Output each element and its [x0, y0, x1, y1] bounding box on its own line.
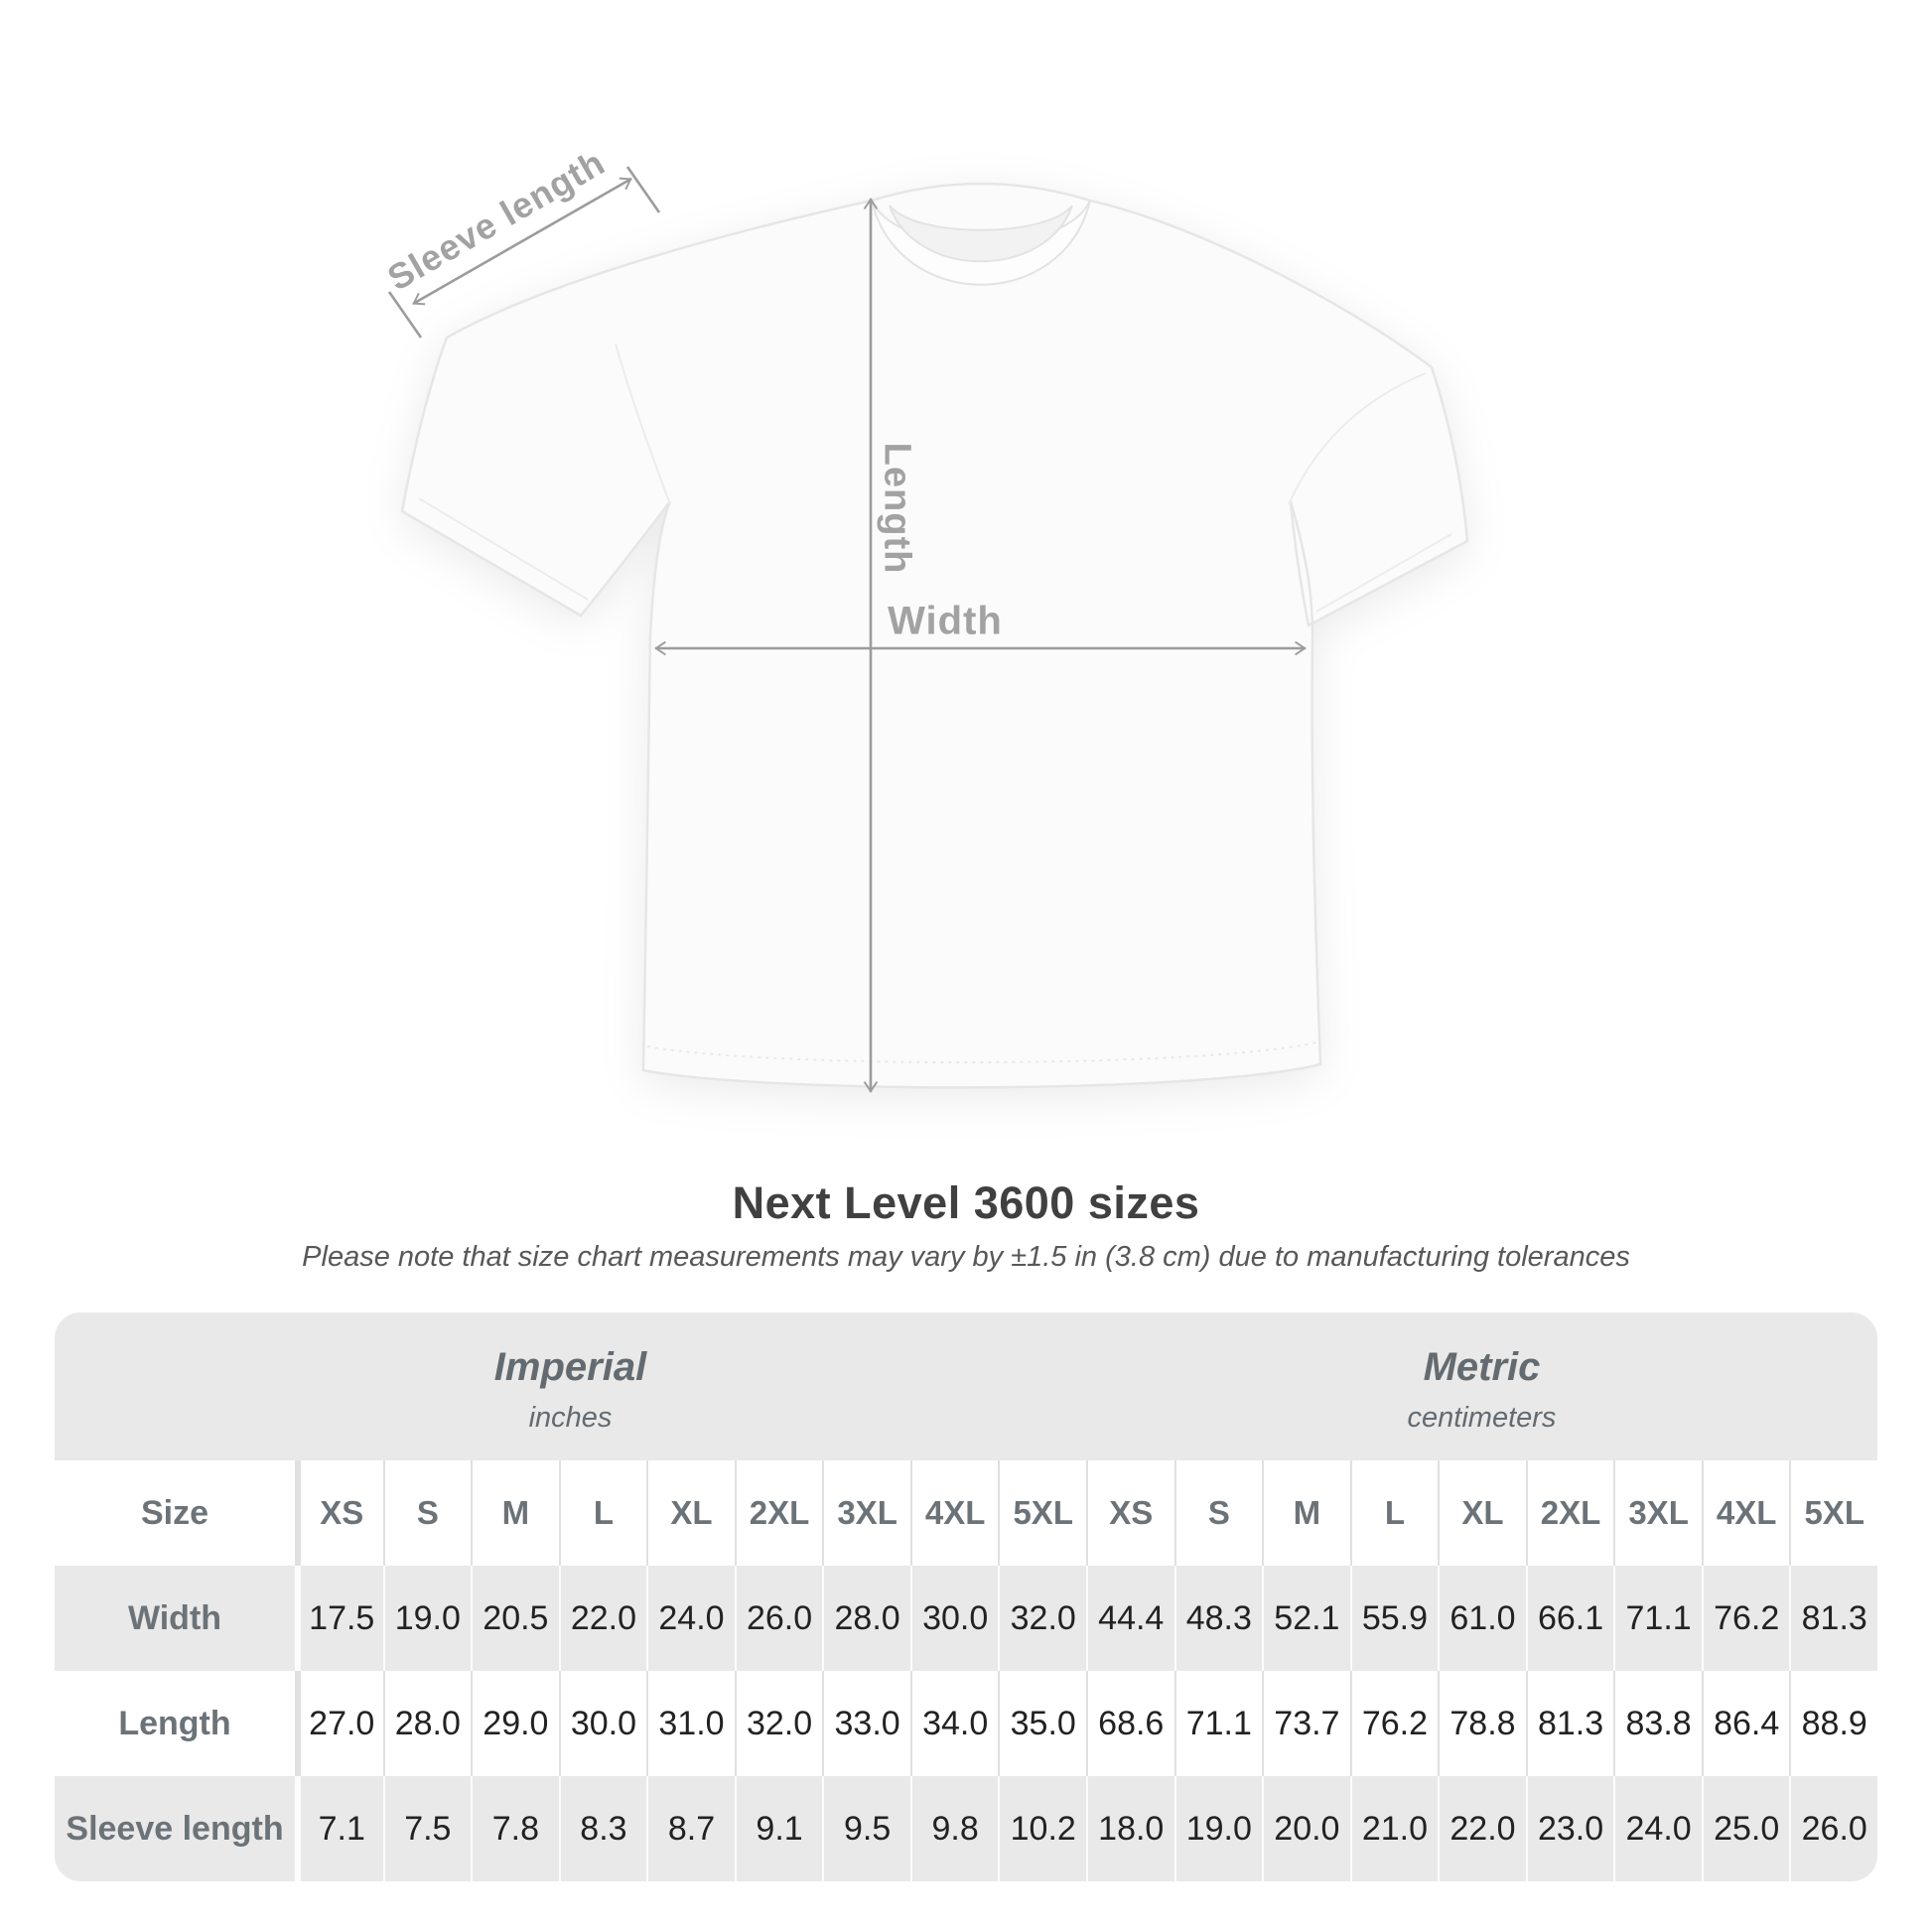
- table-cell: 8.3: [559, 1776, 647, 1881]
- size-col-header: XS: [1086, 1460, 1174, 1566]
- table-cell: 30.0: [559, 1671, 647, 1776]
- sleeve-arrow-tick-right: [627, 167, 659, 212]
- table-cell: 19.0: [1174, 1776, 1263, 1881]
- table-cell: 32.0: [998, 1566, 1086, 1671]
- imperial-unit: inches: [528, 1401, 613, 1434]
- table-cell: 24.0: [646, 1566, 735, 1671]
- table-cell: 9.5: [822, 1776, 910, 1881]
- table-cell: 7.1: [295, 1776, 383, 1881]
- page-title: Next Level 3600 sizes: [732, 1177, 1200, 1228]
- table-cell: 71.1: [1174, 1671, 1263, 1776]
- size-col-header: XL: [1438, 1460, 1526, 1566]
- row-label: Length: [118, 1704, 231, 1742]
- table-cell: 20.0: [1262, 1776, 1350, 1881]
- size-col-header: M: [471, 1460, 559, 1566]
- table-cell: 9.1: [735, 1776, 823, 1881]
- table-cell: 18.0: [1086, 1776, 1174, 1881]
- table-cell: 32.0: [735, 1671, 823, 1776]
- table-cell: 76.2: [1702, 1566, 1790, 1671]
- table-cell: 76.2: [1350, 1671, 1439, 1776]
- table-cell: 81.3: [1789, 1566, 1877, 1671]
- table-cell: 66.1: [1526, 1566, 1614, 1671]
- size-col-header: 3XL: [1613, 1460, 1702, 1566]
- imperial-name: Imperial: [493, 1344, 647, 1389]
- table-cell: 86.4: [1702, 1671, 1790, 1776]
- table-cell: 33.0: [822, 1671, 910, 1776]
- table-cell: 55.9: [1350, 1566, 1439, 1671]
- table-cell: 24.0: [1613, 1776, 1702, 1881]
- table-cell: 22.0: [559, 1566, 647, 1671]
- table-row-sleeve-length: [55, 1776, 1877, 1881]
- table-cell: 23.0: [1526, 1776, 1614, 1881]
- table-cell: 61.0: [1438, 1566, 1526, 1671]
- table-cell: 21.0: [1350, 1776, 1439, 1881]
- size-col-header: S: [383, 1460, 472, 1566]
- table-row-length: [55, 1671, 1877, 1776]
- size-col-header: 4XL: [1702, 1460, 1790, 1566]
- table-cell: 30.0: [910, 1566, 999, 1671]
- imperial-header: [55, 1312, 1086, 1460]
- sleeve-arrow-tick-left: [389, 292, 421, 338]
- metric-header: [1086, 1312, 1877, 1460]
- size-col-header: XS: [295, 1460, 383, 1566]
- size-header-row: [55, 1460, 1877, 1566]
- row-label: Width: [127, 1598, 222, 1637]
- table-cell: 28.0: [383, 1671, 472, 1776]
- unit-header-row: [55, 1312, 1877, 1460]
- table-cell: 25.0: [1702, 1776, 1790, 1881]
- table-cell: 20.5: [471, 1566, 559, 1671]
- size-col-header: 5XL: [998, 1460, 1086, 1566]
- size-col-header: L: [559, 1460, 647, 1566]
- table-cell: 7.8: [471, 1776, 559, 1881]
- size-col-header: L: [1350, 1460, 1439, 1566]
- size-col-header: 3XL: [822, 1460, 910, 1566]
- size-col-header: 2XL: [735, 1460, 823, 1566]
- table-cell: 28.0: [822, 1566, 910, 1671]
- table-cell: 31.0: [646, 1671, 735, 1776]
- size-table: [55, 1312, 1877, 1881]
- table-cell: 8.7: [646, 1776, 735, 1881]
- row-label: Sleeve length: [66, 1809, 284, 1848]
- tolerance-note: Please note that size chart measurements may vary by ±1.5 in (3.8 cm) due to manufacturing tolerances: [302, 1241, 1630, 1273]
- size-col-header: S: [1174, 1460, 1263, 1566]
- size-header-label: Size: [140, 1493, 209, 1532]
- table-cell: 27.0: [295, 1671, 383, 1776]
- table-cell: 52.1: [1262, 1566, 1350, 1671]
- table-cell: 35.0: [998, 1671, 1086, 1776]
- table-cell: 78.8: [1438, 1671, 1526, 1776]
- table-cell: 48.3: [1174, 1566, 1263, 1671]
- size-col-header: M: [1262, 1460, 1350, 1566]
- table-cell: 19.0: [383, 1566, 472, 1671]
- table-cell: 22.0: [1438, 1776, 1526, 1881]
- table-cell: 26.0: [735, 1566, 823, 1671]
- length-label: Length: [876, 442, 918, 575]
- table-cell: 83.8: [1613, 1671, 1702, 1776]
- size-col-header: 4XL: [910, 1460, 999, 1566]
- table-cell: 9.8: [910, 1776, 999, 1881]
- metric-unit: centimeters: [1407, 1401, 1557, 1434]
- table-cell: 26.0: [1789, 1776, 1877, 1881]
- size-col-header: XL: [646, 1460, 735, 1566]
- table-cell: 29.0: [471, 1671, 559, 1776]
- size-col-header: 2XL: [1526, 1460, 1614, 1566]
- table-cell: 17.5: [295, 1566, 383, 1671]
- table-cell: 68.6: [1086, 1671, 1174, 1776]
- table-row-width: [55, 1566, 1877, 1671]
- sleeve-length-label: Sleeve length: [380, 141, 613, 299]
- table-cell: 81.3: [1526, 1671, 1614, 1776]
- table-cell: 73.7: [1262, 1671, 1350, 1776]
- width-label: Width: [888, 599, 1003, 643]
- table-cell: 10.2: [998, 1776, 1086, 1881]
- size-col-header: 5XL: [1789, 1460, 1877, 1566]
- table-cell: 88.9: [1789, 1671, 1877, 1776]
- metric-name: Metric: [1423, 1344, 1541, 1389]
- table-cell: 44.4: [1086, 1566, 1174, 1671]
- table-cell: 71.1: [1613, 1566, 1702, 1671]
- table-cell: 7.5: [383, 1776, 472, 1881]
- table-cell: 34.0: [910, 1671, 999, 1776]
